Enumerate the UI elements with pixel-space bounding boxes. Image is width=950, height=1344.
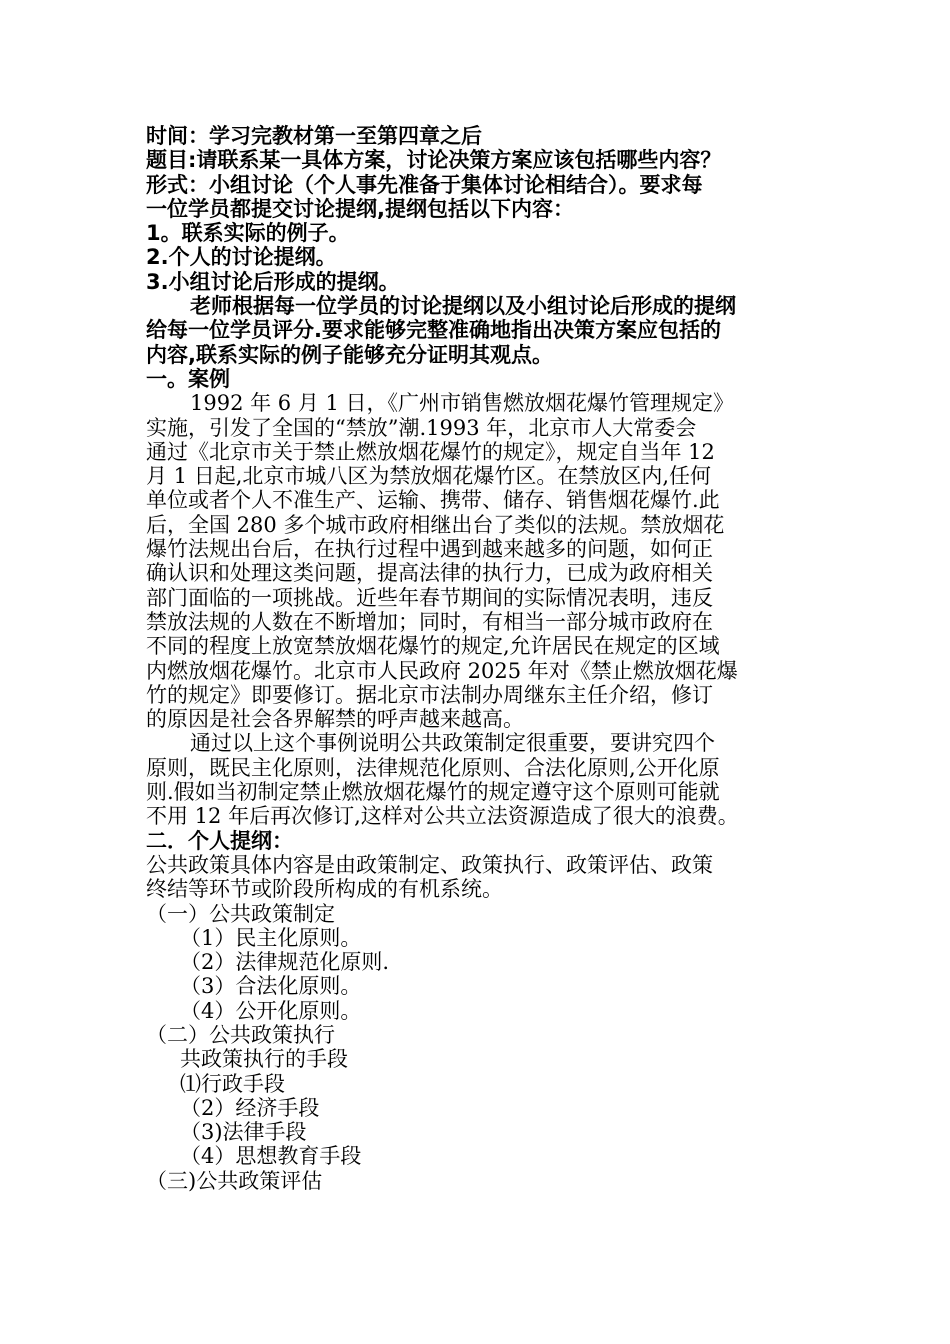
case-heading: 一。案例: [146, 366, 230, 391]
grading-line-2: 给每一位学员评分.要求能够完整准确地指出决策方案应包括的: [146, 318, 721, 343]
case-p1-line: 内燃放烟花爆竹。北京市人民政府 2025 年对《禁止燃放烟花爆: [146, 658, 738, 683]
document-page: [146, 124, 810, 1193]
section-2-item: （4）思想教育手段: [180, 1144, 362, 1169]
case-p1-line: 竹的规定》即要修订。据北京市法制办周继东主任介绍，修订: [146, 682, 713, 707]
case-p1-line: 通过《北京市关于禁止燃放烟花爆竹的规定》，规定自当年 12: [146, 439, 715, 464]
topic-line: 题目:请联系某一具体方案，讨论决策方案应该包括哪些内容？: [146, 148, 722, 173]
time-line: 时间：学习完教材第一至第四章之后: [146, 124, 482, 148]
outline-heading: 二．个人提纲：: [146, 828, 293, 853]
section-3-title: （三)公共政策评估: [146, 1168, 323, 1193]
case-p1-line: 后，全国 280 多个城市政府相继出台了类似的法规。禁放烟花: [146, 512, 725, 537]
section-2-title: （二）公共政策执行: [146, 1022, 335, 1047]
case-p2-line: 不用 12 年后再次修订,这样对公共立法资源造成了很大的浪费。: [146, 804, 739, 829]
section-1-title: （一）公共政策制定: [146, 901, 335, 926]
case-p2-line: 通过以上这个事例说明公共政策制定很重要，要讲究四个: [190, 731, 715, 756]
outline-intro-2: 终结等环节或阶段所构成的有机系统。: [146, 877, 503, 902]
case-p1-line: 确认识和处理这类问题，提高法律的执行力，已成为政府相关: [146, 561, 713, 586]
case-p1-line: 1992 年 6 月 1 日，《广州市销售燃放烟花爆竹管理规定》: [190, 391, 735, 416]
case-p2-line: 原则，既民主化原则，法律规范化原则、合法化原则,公开化原: [146, 755, 720, 780]
section-1-item: （3）合法化原则。: [180, 974, 362, 999]
case-p2-line: 则.假如当初制定禁止燃放烟花爆竹的规定遵守这个原则可能就: [146, 780, 720, 805]
case-p1-line: 实施，引发了全国的“禁放”潮.1993 年，北京市人大常委会: [146, 415, 697, 440]
section-1-item: （2）法律规范化原则.: [180, 950, 390, 975]
case-p1-line: 月 1 日起,北京市城八区为禁放烟花爆竹区。在禁放区内,任何: [146, 464, 712, 489]
grading-line-1: 老师根据每一位学员的讨论提纲以及小组讨论后形成的提纲: [190, 294, 736, 319]
case-p1-line: 不同的程度上放宽禁放烟花爆竹的规定,允许居民在规定的区域: [146, 634, 720, 659]
section-2-item: （2）经济手段: [180, 1095, 320, 1120]
requirement-2: 2.个人的讨论提纲。: [146, 245, 337, 270]
case-p1-line: 的原因是社会各界解禁的呼声越来越高。: [146, 707, 524, 732]
section-1-item: （1）民主化原则。: [180, 925, 362, 950]
form-line-2: 一位学员都提交讨论提纲,提纲包括以下内容：: [146, 196, 574, 221]
case-p1-line: 单位或者个人不准生产、运输、携带、储存、销售烟花爆竹.此: [146, 488, 720, 513]
section-1-item: （4）公开化原则。: [180, 998, 362, 1023]
grading-line-3: 内容,联系实际的例子能够充分证明其观点。: [146, 342, 553, 367]
case-p1-line: 禁放法规的人数在不断增加；同时，有相当一部分城市政府在: [146, 609, 713, 634]
section-2-subtitle: 共政策执行的手段: [180, 1047, 348, 1072]
case-p1-line: 部门面临的一项挑战。近些年春节期间的实际情况表明，违反: [146, 585, 713, 610]
form-line-1: 形式：小组讨论（个人事先准备于集体讨论相结合）。要求每: [146, 172, 703, 197]
section-2-item: ⑴行政手段: [180, 1071, 285, 1096]
case-p1-line: 爆竹法规出台后，在执行过程中遇到越来越多的问题，如何正: [146, 537, 713, 562]
outline-intro-1: 公共政策具体内容是由政策制定、政策执行、政策评估、政策: [146, 852, 713, 877]
requirement-1: 1。联系实际的例子。: [146, 221, 350, 246]
requirement-3: 3.小组讨论后形成的提纲。: [146, 269, 400, 294]
section-2-item: （3)法律手段: [180, 1120, 307, 1145]
